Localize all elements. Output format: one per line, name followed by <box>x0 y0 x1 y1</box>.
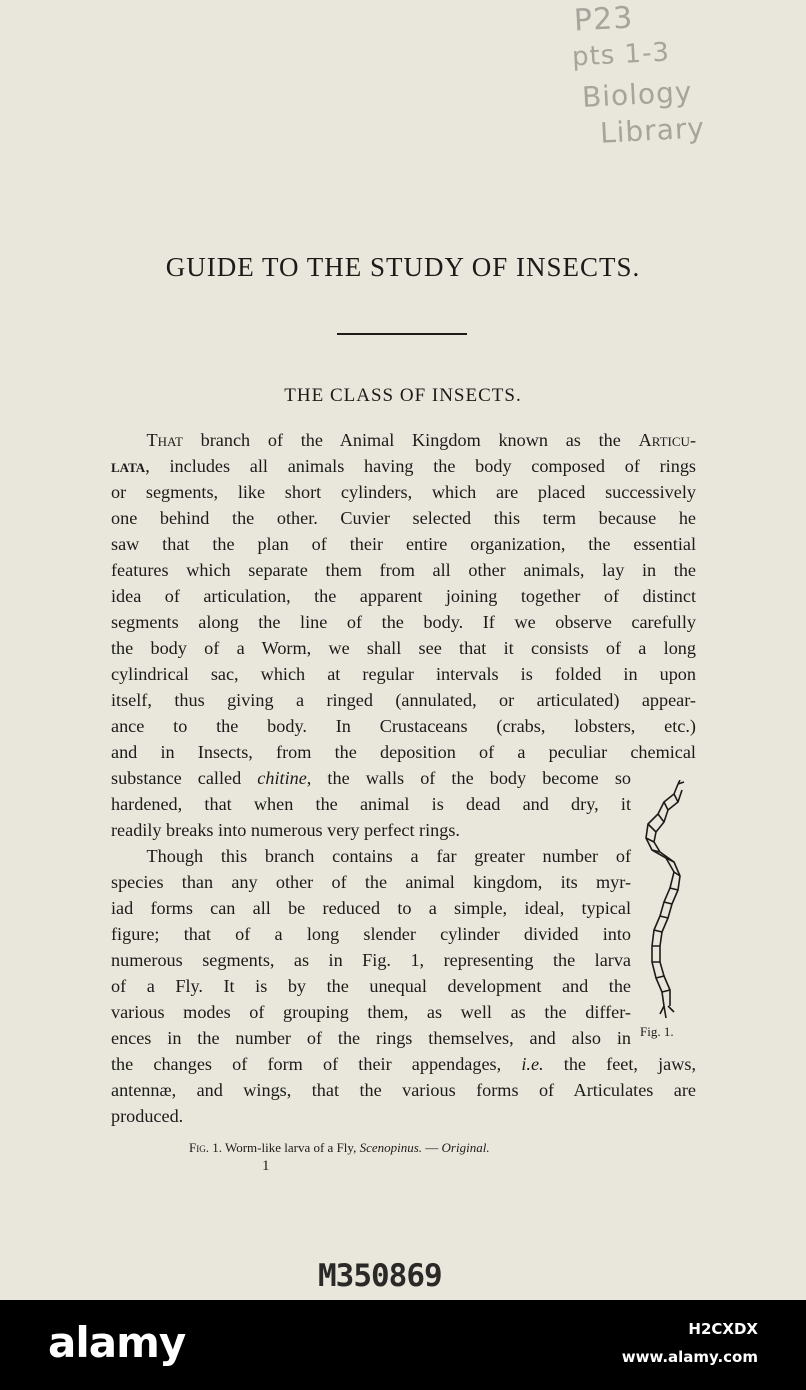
text-line: cylindrical sac, which at regular intervals is folded in upon <box>111 664 696 684</box>
text-line: ences in the number of the rings themselves, and also in <box>111 1028 631 1048</box>
articulata-term: Articu- <box>638 430 697 450</box>
caption-prefix: Fig. 1. <box>189 1140 222 1155</box>
text-line: or segments, like short cylinders, which are placed successively <box>111 482 696 502</box>
text-segment: , includes all animals having the body composed of rings <box>145 456 696 476</box>
text-segment: Though this branch contains a far greater number of <box>146 846 631 866</box>
text-line: of a Fly. It is by the unequal development and the <box>111 976 631 996</box>
text-line: segments along the line of the body. If we observe carefully <box>111 612 696 632</box>
text-line <box>111 1051 696 1077</box>
text-line: figure; that of a long slender cylinder divided into <box>111 924 631 944</box>
text-line <box>111 453 696 479</box>
text-line: iad forms can all be reduced to a simple, ideal, typical <box>111 898 631 918</box>
text-segment: the feet, jaws, <box>543 1054 697 1074</box>
text-line: and in Insects, from the deposition of a peculiar chemical <box>111 742 696 762</box>
site-url: www.alamy.com <box>621 1348 758 1366</box>
pencil-annotation-subject: Biology <box>581 75 694 114</box>
text-line: one behind the other. Cuvier selected this term because he <box>111 508 696 528</box>
figure-caption <box>189 1140 490 1156</box>
text-line: ance to the body. In Crustaceans (crabs, lobsters, etc.) <box>111 716 696 736</box>
larva-illustration <box>634 780 686 1022</box>
text-line: saw that the plan of their entire organization, the essential <box>111 534 696 554</box>
text-line: itself, thus giving a ringed (annulated, or articulated) appear- <box>111 690 696 710</box>
text-segment: the changes of form of their appendages, <box>111 1054 522 1074</box>
text-line <box>111 427 696 453</box>
text-line: numerous segments, as in Fig. 1, representing the larva <box>111 950 631 970</box>
ie-abbrev: i.e. <box>521 1054 544 1074</box>
text-line: the body of a Worm, we shall see that it consists of a long <box>111 638 696 658</box>
body-text <box>111 427 696 1129</box>
text-line: antennæ, and wings, that the various forms of Articulates are <box>111 1080 696 1100</box>
text-line <box>111 843 631 869</box>
image-id: H2CXDX <box>688 1320 758 1338</box>
page-title: GUIDE TO THE STUDY OF INSECTS. <box>165 252 641 282</box>
text-line: idea of articulation, the apparent joining together of distinct <box>111 586 696 606</box>
text-line: species than any other of the animal kingdom, its myr- <box>111 872 631 892</box>
caption-text: Worm-like larva of a Fly, <box>221 1140 360 1155</box>
text-segment: branch of the Animal Kingdom known as the <box>182 430 639 450</box>
text-line: readily breaks into numerous very perfect rings. <box>111 820 460 840</box>
pencil-annotation-call-number: P23 <box>573 0 635 39</box>
articulata-term-continued: lata <box>111 456 146 476</box>
text-segment: , the walls of the body become so <box>306 768 631 788</box>
chitine-term: chitine <box>257 768 307 788</box>
text-line: features which separate them from all other animals, lay in the <box>111 560 696 580</box>
library-stamp: M350869 <box>318 1258 442 1294</box>
caption-genus: Scenopinus. <box>359 1140 423 1155</box>
page-number: 1 <box>262 1158 270 1174</box>
text-line: various modes of grouping them, as well as the differ- <box>111 1002 631 1022</box>
text-line: produced. <box>111 1106 184 1126</box>
caption-source: Original. <box>441 1140 490 1155</box>
caption-separator: — <box>422 1140 442 1155</box>
text-segment: substance called <box>111 768 258 788</box>
pencil-annotation-parts: pts 1-3 <box>571 37 671 73</box>
alamy-logo: alamy <box>48 1318 186 1367</box>
lead-word: That <box>146 430 183 450</box>
title-divider <box>337 333 467 335</box>
pencil-annotation-library: Library <box>599 111 706 150</box>
figure-label: Fig. 1. <box>640 1024 674 1039</box>
section-heading: THE CLASS OF INSECTS. <box>284 385 522 406</box>
text-line <box>111 765 631 791</box>
text-line: hardened, that when the animal is dead and dry, it <box>111 794 631 814</box>
